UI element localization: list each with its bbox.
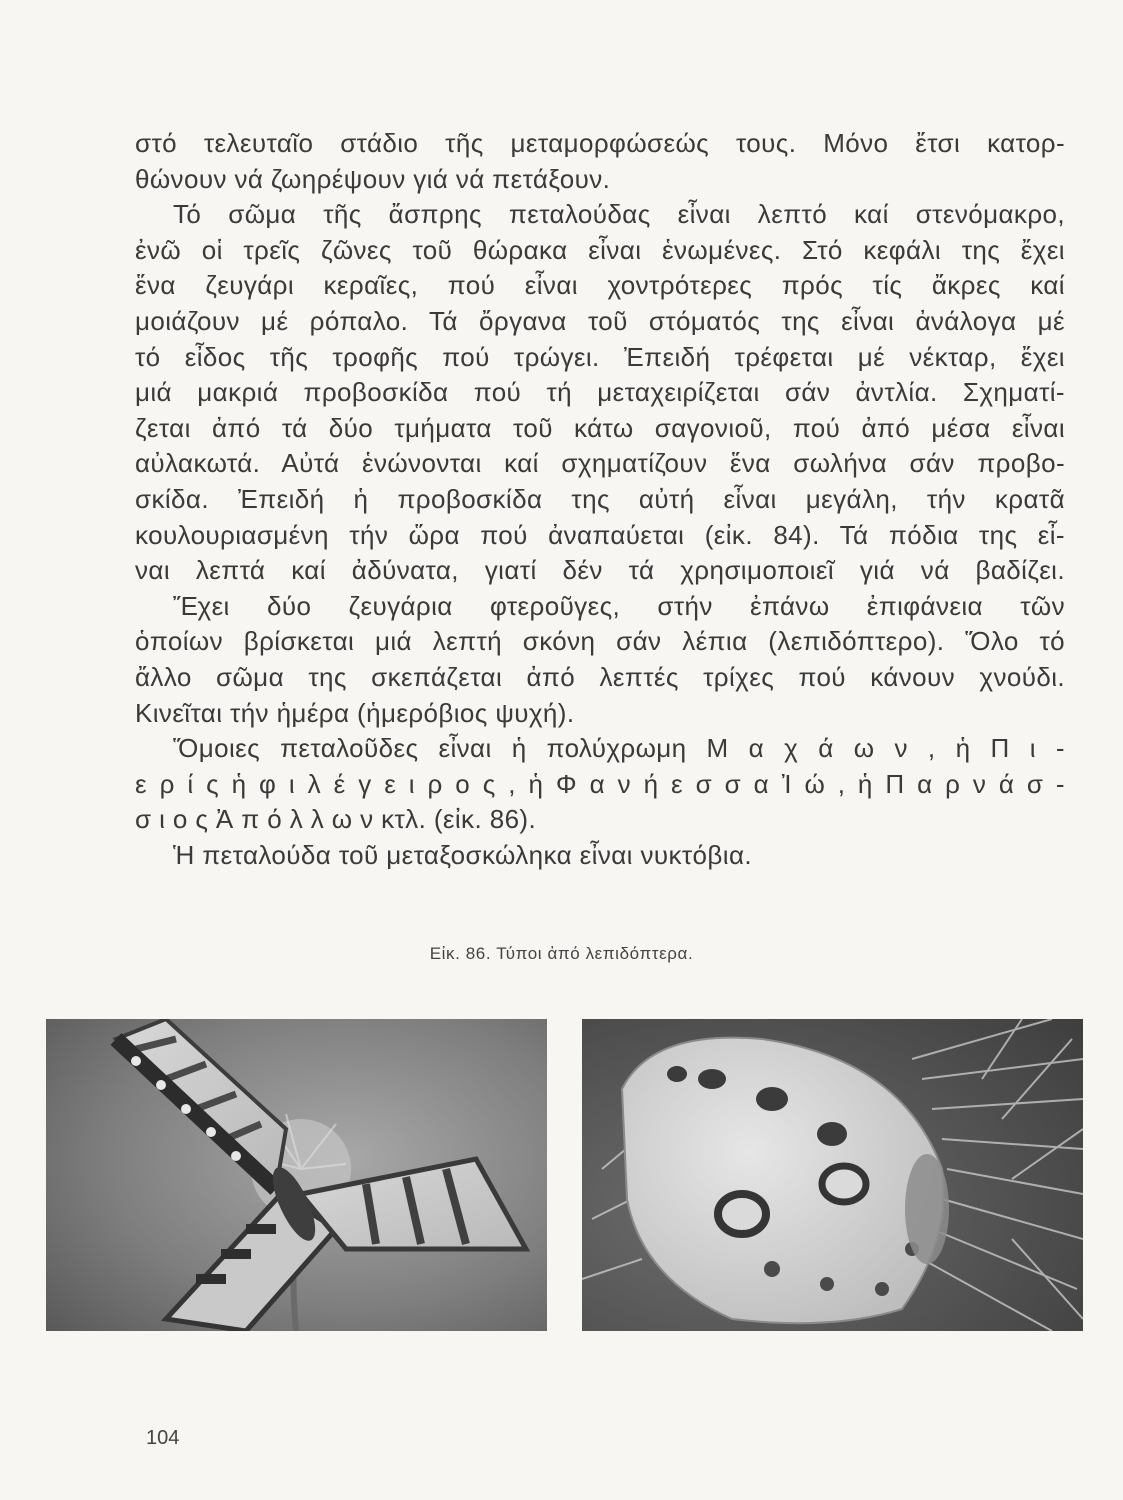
body-text (135, 126, 1065, 873)
text-line: σκίδα. Ἐπειδή ἡ προβοσκίδα της αὐτή εἶναι μεγάλη, τήν κρατᾶ (135, 483, 1065, 514)
text-line: Ἔχει δύο ζευγάρια φτεροῦγες, στήν ἐπάνω ἐπιφάνεια τῶν (173, 590, 1065, 621)
text-line: ζεται ἀπό τά δύο τμήματα τοῦ κάτω σαγονιοῦ, πού ἀπό μέσα εἶναι (135, 412, 1065, 443)
text-line: Τό σῶμα τῆς ἄσπρης πεταλούδας εἶναι λεπτό καί στενόμακρο, (173, 199, 1065, 230)
text-line: μιά μακριά προβοσκίδα πού τή μεταχειρίζεται σάν ἀντλία. Σχηματί- (135, 377, 1065, 408)
text-line: αὐλακωτά. Αὐτά ἑνώνονται καί σχηματίζουν ἕνα σωλήνα σάν προβο- (135, 448, 1065, 479)
text-line: μοιάζουν μέ ρόπαλο. Τά ὄργανα τοῦ στόματός της εἶναι ἀνάλογα μέ (135, 305, 1065, 336)
text-line: Ἡ πεταλούδα τοῦ μεταξοσκώληκα εἶναι νυκτόβια. (173, 839, 752, 870)
text-line: ε ρ ί ς ἡ φ ι λ έ γ ε ι ρ ο ς , ἡ Φ α ν ή ε σ σ α Ἰ ώ , ἡ Π α ρ ν ά σ - (135, 768, 1065, 799)
text-line: ὁποίων βρίσκεται μιά λεπτή σκόνη σάν λέπια (λεπιδόπτερο). Ὅλο τό (135, 626, 1065, 657)
text-line: ἐνῶ οἱ τρεῖς ζῶνες τοῦ θώρακα εἶναι ἑνωμένες. Στό κεφάλι της ἔχει (135, 234, 1065, 265)
text-line: στό τελευταῖο στάδιο τῆς μεταμορφώσεώς τους. Μόνο ἔτσι κατορ- (135, 128, 1065, 158)
text-line: Κινεῖται τήν ἡμέρα (ἡμερόβιος ψυχή). (135, 697, 575, 728)
text-line: ἕνα ζευγάρι κεραῖες, πού εἶναι χοντρότερες πρός τίς ἄκρες καί (135, 270, 1065, 301)
apollo-butterfly-photo (582, 1019, 1083, 1331)
text-line: σ ι ο ς Ἀ π ό λ λ ω ν κτλ. (εἰκ. 86). (135, 804, 537, 835)
page-number: 104 (146, 1427, 180, 1449)
swallowtail-butterfly-photo (46, 1019, 547, 1331)
figure-caption: Εἰκ. 86. Τύποι ἀπό λεπιδόπτερα. (429, 944, 694, 963)
text-line: θώνουν νά ζωηρέψουν γιά νά πετάξουν. (135, 163, 611, 194)
text-line: τό εἶδος τῆς τροφῆς πού τρώγει. Ἐπειδή τρέφεται μέ νέκταρ, ἔχει (135, 341, 1065, 372)
text-line: ἄλλο σῶμα της σκεπάζεται ἀπό λεπτές τρίχες πού κάνουν χνούδι. (135, 661, 1065, 692)
text-line: ναι λεπτά καί ἀδύνατα, γιατί δέν τά χρησιμοποιεῖ γιά νά βαδίζει. (135, 555, 1065, 586)
text-line: Ὅμοιες πεταλοῦδες εἶναι ἡ πολύχρωμη Μ α χ ά ω ν , ἡ Π ι - (173, 733, 1065, 764)
text-line: κουλουριασμένη τήν ὥρα πού ἀναπαύεται (εἰκ. 84). Τά πόδια της εἶ- (135, 519, 1065, 550)
